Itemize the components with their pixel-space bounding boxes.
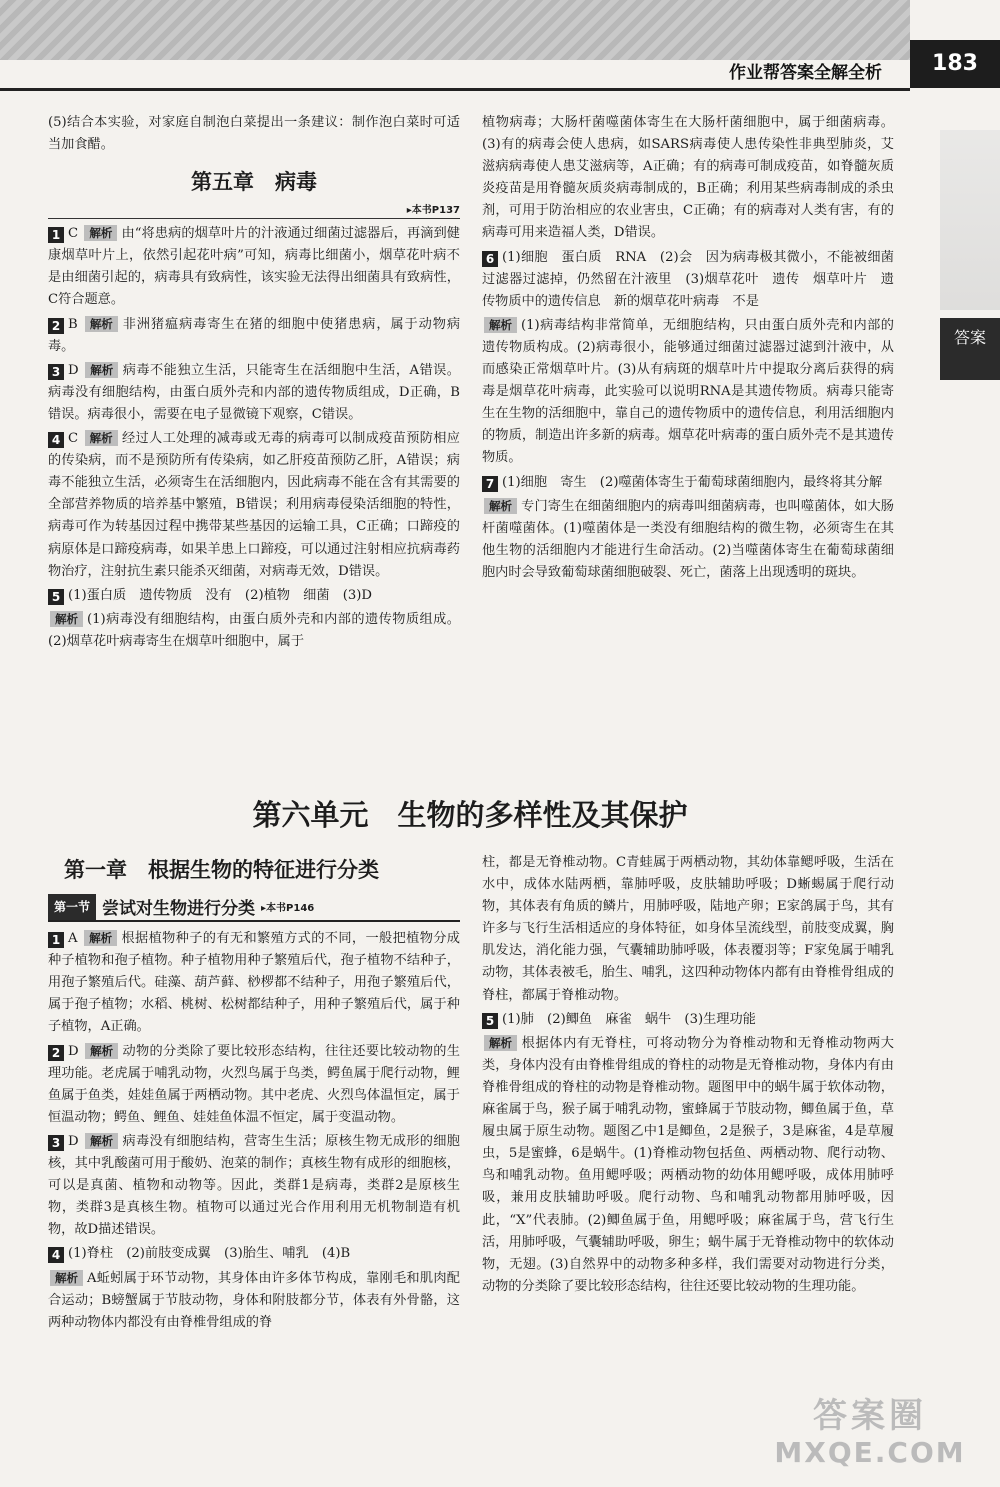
item-answer: C [68, 431, 79, 447]
item-body: 根据体内有无脊柱，可将动物分为脊椎动物和无脊椎动物两大类，身体内没有由脊椎骨组成的脊柱的动物是无脊椎动物，身体内有由脊椎骨组成的脊柱的动物是脊椎动物。题图甲中的蜗牛属于软体动物，麻雀属于鸟，猴子属于哺乳动物，蜜蜂属于节肢动物，鲫鱼属于鱼，草履虫属于原生动物。题图乙中1是鲫鱼，2是猴子，3是麻雀，4是草履虫，5是蜜蜂，6是蜗牛。(1)脊椎动物包括鱼、两栖动物、爬行动物、鸟和哺乳动物。鱼用鳃呼吸；两栖动物的幼体用鳃呼吸，成体用肺呼吸，兼用皮肤辅助呼吸。爬行动物、鸟和哺乳动物都用肺呼吸，因此，“X”代表肺。(2)鲫鱼属于鱼，用鳃呼吸；麻雀属于鸟，营飞行生活，用肺呼吸，气囊辅助呼吸，卵生；蜗牛属于无脊椎动物中的软体动物，无翅。(3)自然界中的动物多种多样，我们需要对动物进行分类，动物的分类除了要比较形态结构，往往还要比较动物的生理功能。 [482, 1035, 894, 1294]
item-number: 1 [48, 932, 64, 948]
analysis-tag: 解析 [85, 430, 118, 446]
item-number: 5 [482, 1013, 498, 1029]
item-answer: D [68, 362, 79, 378]
item-body: 经过人工处理的减毒或无毒的病毒可以制成疫苗预防相应的传染病，而不是预防所有传染病，如乙肝疫苗预防乙肝，A错误；病毒不能独立生活，必须寄生在活细胞内，因此病毒不能在含有其需要的全部营养物质的培养基中繁殖，B错误；利用病毒侵染活细胞的特性，病毒可作为转基因过程中携带某些基因的运输工具，C正确；口蹄疫的病原体是口蹄疫病毒，如果羊患上口蹄疫，可以通过注射相应抗病毒药物治疗，注射抗生素只能杀灭细菌，对病毒无效，D错误。 [48, 431, 460, 579]
item-number: 5 [48, 589, 64, 605]
answer-item [48, 928, 460, 1038]
watermark-logo [770, 1395, 970, 1477]
analysis-tag: 解析 [484, 317, 517, 333]
answer-analysis [482, 315, 894, 470]
answer-item [482, 1009, 894, 1031]
page-number: 183 [910, 40, 1000, 88]
section-badge: 第一节 [48, 894, 96, 920]
item-answer: C [68, 226, 79, 242]
answer-item [48, 360, 460, 426]
chapter-title: 第一章 根据生物的特征进行分类 [64, 858, 379, 882]
section-title: 尝试对生物进行分类 [102, 899, 256, 920]
answer-analysis [482, 1033, 894, 1298]
item-number: 1 [48, 227, 64, 243]
header-pattern [0, 0, 910, 60]
answer-item [482, 472, 894, 494]
item-number: 4 [48, 432, 64, 448]
watermark-url: MXQE.COM [774, 1436, 966, 1469]
item-body: (1)病毒结构非常简单，无细胞结构，只由蛋白质外壳和内部的遗传物质构成。(2)病毒很小，能够通过细菌过滤器过滤到汁液中，从而感染正常烟草叶片。(3)从有病斑的烟草叶片中提取分离后获得的病毒是烟草花叶病毒，此实验可以说明RNA是其遗传物质。病毒只能寄生在生物的活细胞中，靠自己的遗传物质中的遗传信息，利用活细胞内的物质，制造出许多新的病毒。烟草花叶病毒的蛋白质外壳不是其遗传物质。 [482, 317, 894, 466]
answer-item [48, 1243, 460, 1265]
item-number: 3 [48, 1135, 64, 1151]
header-title: 作业帮答案全解全析 [729, 63, 882, 83]
analysis-tag: 解析 [85, 1043, 118, 1059]
answer-item [48, 428, 460, 583]
item-body: 根据植物种子的有无和繁殖方式的不同，一般把植物分成种子植物和孢子植物。种子植物用种子繁殖后代，孢子植物不结种子，用孢子繁殖后代。硅藻、葫芦藓、桫椤都不结种子，用孢子繁殖后代，属于孢子植物；水稻、桃树、松树都结种子，用种子繁殖后代，属于种子植物，A正确。 [48, 931, 460, 1035]
answer-item [48, 314, 460, 358]
left-column-lower [48, 852, 460, 1336]
analysis-tag: 解析 [50, 1270, 83, 1286]
analysis-tag: 解析 [85, 362, 118, 378]
answer-item [48, 1131, 460, 1241]
right-column-upper [482, 112, 894, 586]
right-column-lower [482, 852, 894, 1300]
item-body: 非洲猪瘟病毒寄生在猪的细胞中使猪患病，属于动物病毒。 [48, 316, 461, 354]
item-answer: (1)细胞 寄生 (2)噬菌体寄生于葡萄球菌细胞内，最终将其分解 [502, 474, 883, 490]
answer-analysis [48, 1268, 460, 1334]
item-answer: (1)脊柱 (2)前肢变成翼 (3)胎生、哺乳 (4)B [68, 1246, 351, 1262]
item-number: 3 [48, 364, 64, 380]
item-answer: (1)肺 (2)鲫鱼 麻雀 蜗牛 (3)生理功能 [502, 1011, 756, 1027]
section-header [48, 894, 460, 922]
side-decoration [940, 130, 1000, 310]
item-body: 动物的分类除了要比较形态结构，往往还要比较动物的生理功能。老虎属于哺乳动物，火烈鸟属于鸟类，鳄鱼属于爬行动物，鲤鱼属于鱼类，娃娃鱼属于两栖动物。其中老虎、火烈鸟体温恒定，属于恒温动物；鳄鱼、鲤鱼、娃娃鱼体温不恒定，属于变温动物。 [48, 1043, 460, 1125]
continued-text: 植物病毒；大肠杆菌噬菌体寄生在大肠杆菌细胞中，属于细菌病毒。(3)有的病毒会使人患病，如SARS病毒使人患传染性非典型肺炎，艾滋病病毒使人患艾滋病等，A正确；有的病毒可制成疫苗，如脊髓灰质炎疫苗是用脊髓灰质炎病毒制成的，B正确；利用某些病毒制成的杀虫剂，可用于防治相应的农业害虫，C正确；有的病毒对人类有害，有的病毒可用来造福人类，D错误。 [482, 115, 894, 241]
book-ref: ▸本书P146 [261, 903, 315, 914]
item-body: A蚯蚓属于环节动物，其身体由许多体节构成，靠刚毛和肌肉配合运动；B螃蟹属于节肢动物，身体和附肢都分节，体表有外骨骼，这两种动物体内都没有由脊椎骨组成的脊 [48, 1270, 460, 1330]
item-answer: D [68, 1043, 79, 1059]
item-body: 病毒没有细胞结构，营寄生生活；原核生物无成形的细胞核，其中乳酸菌可用于酸奶、泡菜的制作；真核生物有成形的细胞核，可以是真菌、植物和动物等。因此，类群1是病毒，类群2是原核生物，类群3是真核生物。植物可以通过光合作用利用无机物制造有机物，故D描述错误。 [48, 1133, 460, 1238]
item-body: 专门寄生在细菌细胞内的病毒叫细菌病毒，也叫噬菌体，如大肠杆菌噬菌体。(1)噬菌体是一类没有细胞结构的微生物，必须寄生在其他生物的活细胞内才能进行生命活动。(2)当噬菌体寄生在葡萄球菌细胞内时会导致葡萄球菌细胞破裂、死亡，菌落上出现透明的斑块。 [482, 498, 894, 580]
answer-item [48, 223, 460, 311]
item-number: 2 [48, 318, 64, 334]
analysis-tag: 解析 [484, 1035, 517, 1051]
item-number: 2 [48, 1045, 64, 1061]
analysis-tag: 解析 [50, 611, 83, 627]
item-body: 由“将患病的烟草叶片的汁液通过细菌过滤器后，再滴到健康烟草叶片上，依然引起花叶病”可知，病毒比细菌小，烟草花叶病不是由细菌引起的，病毒具有致病性，该实验无法得出细菌具有致病性，C符合题意。 [48, 226, 460, 308]
analysis-tag: 解析 [484, 498, 517, 514]
item-body: 病毒不能独立生活，只能寄生在活细胞中生活，A错误。病毒没有细胞结构，由蛋白质外壳和内部的遗传物质组成，D正确，B错误。病毒很小，需要在电子显微镜下观察，C错误。 [48, 362, 460, 422]
chapter-title: 第五章 病毒 [191, 170, 317, 195]
book-ref: ▸本书P137 [48, 204, 460, 219]
item-number: 6 [482, 251, 498, 267]
item-number: 4 [48, 1247, 64, 1263]
item-body: (1)病毒没有细胞结构，由蛋白质外壳和内部的遗传物质组成。(2)烟草花叶病毒寄生在烟草叶细胞中，属于 [48, 611, 460, 649]
left-column-upper [48, 112, 460, 655]
analysis-tag: 解析 [84, 930, 117, 946]
item-answer: B [68, 316, 78, 332]
answer-item [48, 1041, 460, 1129]
answer-item [482, 247, 894, 313]
analysis-tag: 解析 [84, 225, 117, 241]
watermark-text: 答案圈 [813, 1396, 927, 1436]
analysis-tag: 解析 [85, 1133, 118, 1149]
item-answer: A [68, 931, 78, 947]
item-answer: (1)蛋白质 遗传物质 没有 (2)植物 细菌 (3)D [68, 587, 372, 603]
answer-item [48, 585, 460, 607]
continued-text: 柱，都是无脊椎动物。C青蛙属于两栖动物，其幼体靠鳃呼吸，生活在水中，成体水陆两栖，靠肺呼吸，皮肤辅助呼吸；D蜥蜴属于爬行动物，其体表有角质的鳞片，用肺呼吸，陆地产卵；E家鸽属于鸟，其有许多与飞行生活相适应的身体特征，如身体呈流线型，前肢变成翼，胸肌发达，消化能力强，气囊辅助肺呼吸，体表覆羽等；F家兔属于哺乳动物，其体表被毛，胎生、哺乳，这四种动物体内都有由脊椎骨组成的脊柱，都属于脊椎动物。 [482, 855, 894, 1003]
item-number: 7 [482, 476, 498, 492]
intro-text: (5)结合本实验，对家庭自制泡白菜提出一条建议：制作泡白菜时可适当加食醋。 [48, 115, 460, 153]
side-tab: 答案 [940, 318, 1000, 380]
analysis-tag: 解析 [85, 316, 118, 332]
unit-title: 第六单元 生物的多样性及其保护 [252, 798, 688, 832]
answer-analysis [48, 609, 460, 653]
answer-analysis [482, 496, 894, 584]
item-answer: (1)细胞 蛋白质 RNA (2)会 因为病毒极其微小，不能被细菌过滤器过滤掉，仍然留在汁液里 (3)烟草花叶 遗传 烟草叶片 遗传物质中的遗传信息 新的烟草花叶病毒 不是 [482, 249, 894, 309]
item-answer: D [68, 1133, 79, 1149]
